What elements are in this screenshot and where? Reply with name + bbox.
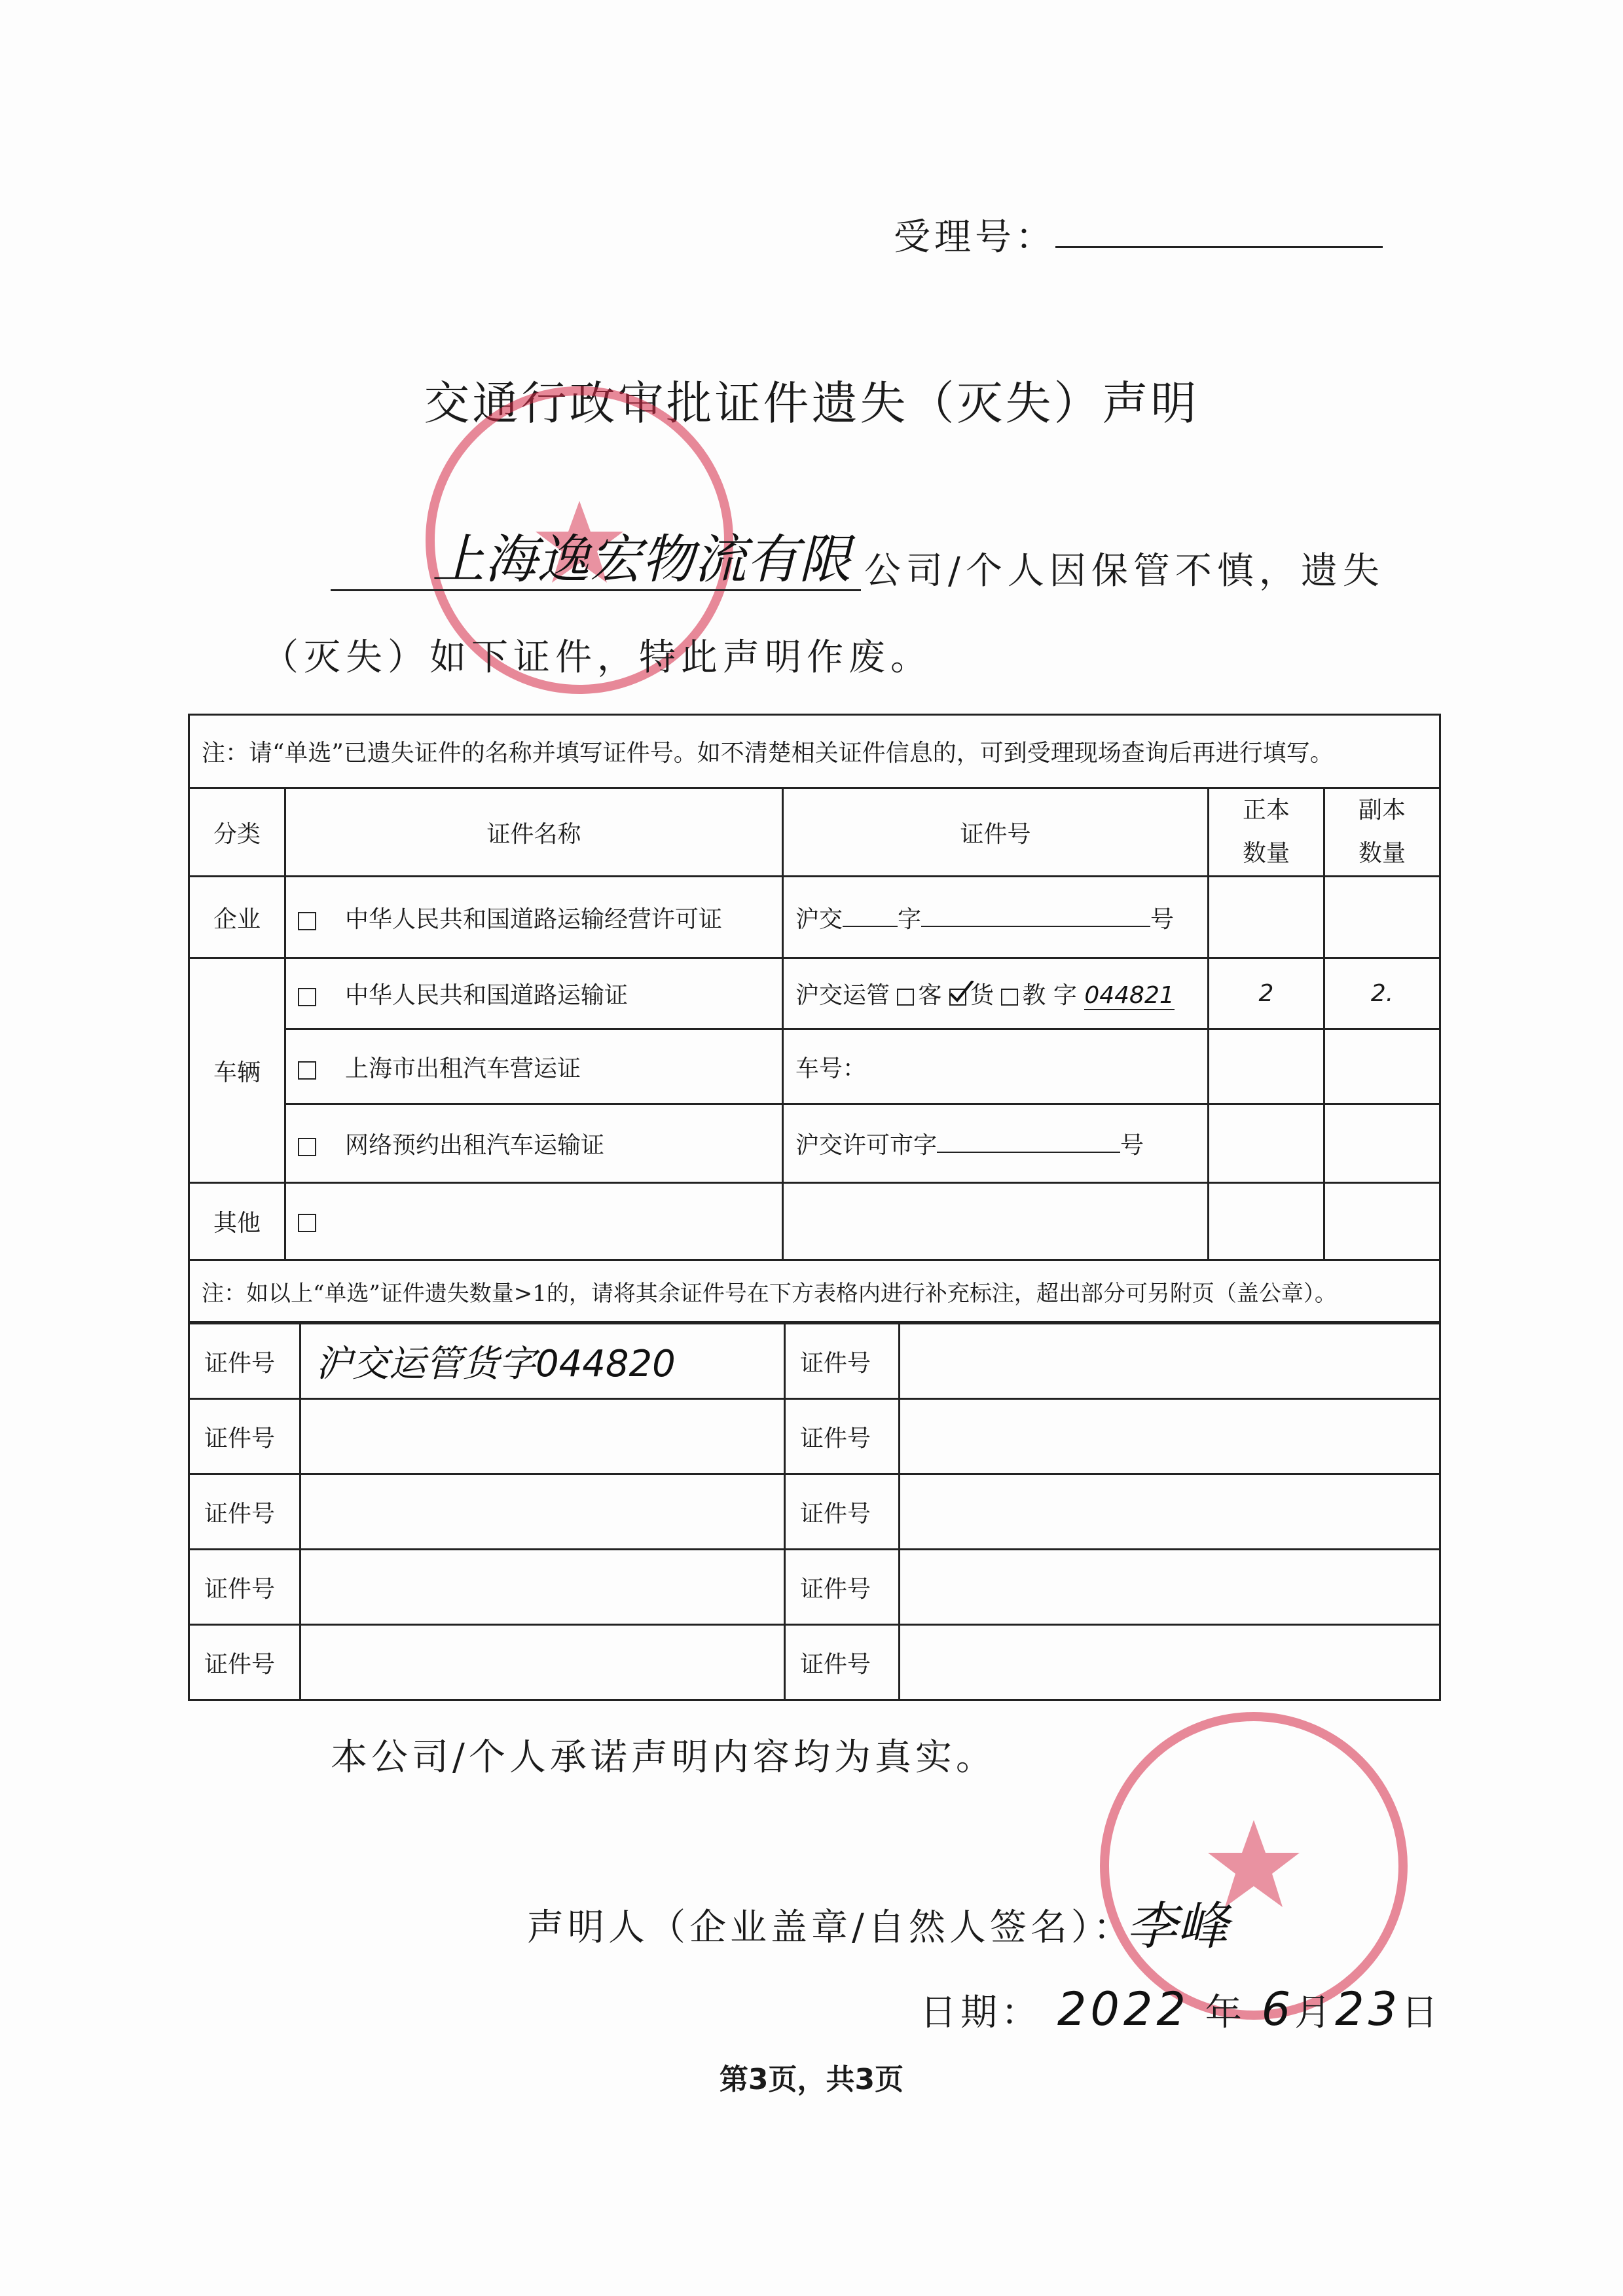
table-row	[189, 877, 1440, 958]
table-row	[189, 1029, 1440, 1104]
page-number: 第3页，共3页	[719, 2063, 904, 2096]
cert-option-transport-cert[interactable]: 中华人民共和国道路运输证	[285, 958, 783, 1029]
table-row	[189, 1625, 1440, 1700]
date-row	[920, 1982, 1442, 2036]
checkbox-other[interactable]	[298, 1214, 316, 1232]
cert-option-taxi-permit[interactable]: 上海市出租汽车营运证	[285, 1029, 783, 1104]
original-qty-value[interactable]: 2	[1209, 958, 1324, 1029]
date-year-unit: 年	[1205, 1992, 1246, 2034]
extra-cert-value[interactable]	[900, 1324, 1440, 1399]
declarant-signature-label: 声明人（企业盖章/自然人签名）：	[527, 1906, 1134, 1949]
acceptance-number-label: 受理号：	[894, 216, 1056, 259]
extra-cert-label: 证件号	[189, 1474, 301, 1550]
date-year: 2022	[1057, 1982, 1190, 2036]
checkbox-transport-cert[interactable]	[298, 988, 316, 1006]
declaration-text-line1: 公司/个人因保管不慎，遗失	[864, 550, 1385, 592]
cert-no-ride-hailing[interactable]: 沪交许可市字 号	[783, 1104, 1209, 1183]
date-month: 6	[1261, 1982, 1295, 2036]
original-qty-cell[interactable]	[1209, 1029, 1324, 1104]
header-category: 分类	[189, 788, 285, 877]
cert-option-operating-permit[interactable]: 中华人民共和国道路运输经营许可证	[285, 877, 783, 958]
extra-cert-label: 证件号	[785, 1324, 900, 1399]
cert-no-taxi-permit[interactable]: 车号：	[783, 1029, 1209, 1104]
extra-cert-label: 证件号	[785, 1399, 900, 1474]
extra-cert-label: 证件号	[785, 1474, 900, 1550]
checkbox-teaching[interactable]	[1001, 989, 1018, 1006]
original-qty-cell[interactable]	[1209, 1104, 1324, 1183]
declaration-text-line2: （灭失）如下证件，特此声明作废。	[262, 636, 932, 679]
copy-qty-cell[interactable]	[1324, 1029, 1440, 1104]
date-day-unit: 日	[1401, 1992, 1442, 2034]
transport-cert-no-handwritten: 044821	[1084, 982, 1175, 1009]
company-seal-bottom	[1100, 1712, 1408, 2020]
table-row	[189, 1104, 1440, 1183]
header-cert-name: 证件名称	[285, 788, 783, 877]
extra-cert-value-handwritten[interactable]: 沪交运管货字044820	[301, 1324, 785, 1399]
extra-cert-table	[188, 1322, 1441, 1701]
copy-qty-cell[interactable]	[1324, 1104, 1440, 1183]
table-row	[189, 1324, 1440, 1399]
extra-cert-label: 证件号	[189, 1625, 301, 1700]
table-note-1: 注：请“单选”已遗失证件的名称并填写证件号。如不清楚相关证件信息的，可到受理现场查询后再进行填写。	[189, 715, 1440, 788]
checkbox-freight-checked[interactable]	[949, 989, 966, 1006]
extra-cert-value[interactable]	[301, 1625, 785, 1700]
cert-no-operating-permit[interactable]: 沪交 字 号	[783, 877, 1209, 958]
extra-cert-value[interactable]	[301, 1474, 785, 1550]
declarant-signature-handwritten: 李峰	[1126, 1897, 1229, 1956]
date-month-unit: 月	[1294, 1992, 1336, 2034]
date-day: 23	[1335, 1982, 1402, 2036]
checkbox-operating-permit[interactable]	[298, 912, 316, 930]
table-row	[189, 1399, 1440, 1474]
declarant-name-handwritten: 上海逸宏物流有限	[432, 529, 851, 590]
table-note-2: 注：如以上“单选”证件遗失数量>1的，请将其余证件号在下方表格内进行补充标注，超出部分可另附页（盖公章）。	[189, 1260, 1440, 1322]
category-other: 其他	[189, 1183, 285, 1260]
extra-cert-label: 证件号	[189, 1550, 301, 1625]
extra-cert-label: 证件号	[785, 1625, 900, 1700]
extra-cert-value[interactable]	[900, 1625, 1440, 1700]
table-row	[189, 1183, 1440, 1260]
category-vehicle: 车辆	[189, 958, 285, 1183]
extra-cert-value[interactable]	[900, 1399, 1440, 1474]
checkbox-passenger[interactable]	[897, 989, 914, 1006]
header-cert-no: 证件号	[783, 788, 1209, 877]
extra-cert-value[interactable]	[900, 1550, 1440, 1625]
extra-cert-label: 证件号	[189, 1399, 301, 1474]
category-enterprise: 企业	[189, 877, 285, 958]
cert-option-other[interactable]	[285, 1183, 783, 1260]
copy-qty-cell[interactable]	[1324, 877, 1440, 958]
extra-cert-value[interactable]	[301, 1399, 785, 1474]
extra-cert-value[interactable]	[900, 1474, 1440, 1550]
extra-cert-label: 证件号	[189, 1324, 301, 1399]
extra-cert-value[interactable]	[301, 1550, 785, 1625]
header-copy-qty: 副本 数量	[1324, 788, 1440, 877]
extra-cert-label: 证件号	[785, 1550, 900, 1625]
acceptance-number-field[interactable]	[1055, 246, 1383, 248]
original-qty-cell[interactable]	[1209, 877, 1324, 958]
table-row	[189, 1550, 1440, 1625]
promise-statement: 本公司/个人承诺声明内容均为真实。	[331, 1736, 996, 1779]
original-qty-cell[interactable]	[1209, 1183, 1324, 1260]
cert-no-other[interactable]	[783, 1183, 1209, 1260]
certificate-table	[188, 714, 1441, 1323]
copy-qty-cell[interactable]	[1324, 1183, 1440, 1260]
date-label: 日期：	[920, 1992, 1042, 2034]
table-row	[189, 1474, 1440, 1550]
checkbox-taxi-permit[interactable]	[298, 1061, 316, 1080]
header-original-qty: 正本 数量	[1209, 788, 1324, 877]
table-row	[189, 958, 1440, 1029]
page-title: 交通行政审批证件遗失（灭失）声明	[424, 376, 1199, 430]
checkbox-ride-hailing[interactable]	[298, 1138, 316, 1156]
cert-no-transport-cert[interactable]: 沪交运管 客 货 教 字 044821	[783, 958, 1209, 1029]
copy-qty-value[interactable]: 2.	[1324, 958, 1440, 1029]
cert-option-ride-hailing[interactable]: 网络预约出租汽车运输证	[285, 1104, 783, 1183]
